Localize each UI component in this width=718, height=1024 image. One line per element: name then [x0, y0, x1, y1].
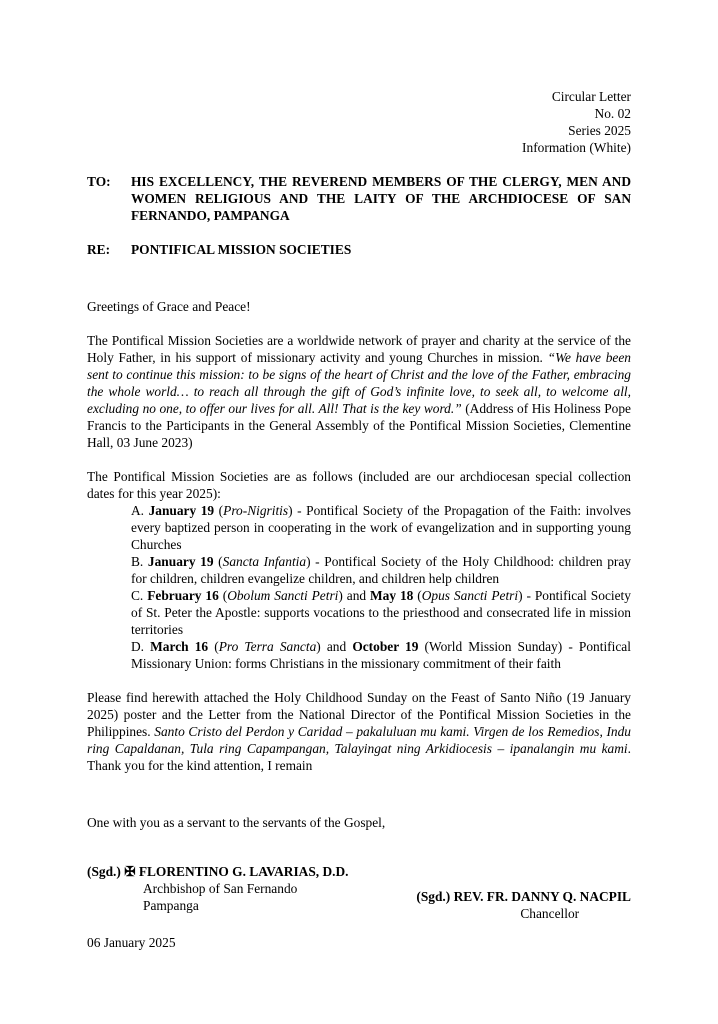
societies-intro: The Pontifical Mission Societies are as follows (included are our archdiocesan special collection dates for this year 2025): — [87, 469, 631, 501]
collection-date: March 16 — [150, 639, 209, 654]
latin-name: Pro Terra Sancta — [218, 639, 317, 654]
paren-close: ) — [306, 554, 311, 569]
greeting: Greetings of Grace and Peace! — [87, 299, 251, 314]
collection-date: May 18 — [370, 588, 414, 603]
connector: ) and — [316, 639, 353, 654]
societies-list — [131, 502, 631, 672]
prayer-text: Santo Cristo del Perdon y Caridad – pakaluluan mu kami. Virgen de los Remedios, Indu ring Capaldanan, Tula ring Capampangan, Talayingat ning Arkidiocesis – ipanalangin mu kami — [87, 724, 631, 756]
society-description: - Pontifical Society of the Propagation of the Faith: involves every baptized person in cooperating in the work of evangelization and in supporting young Churches — [131, 503, 631, 552]
paren-open: ( — [218, 554, 223, 569]
valediction: One with you as a servant to the servants of the Gospel, — [87, 815, 386, 830]
collection-date: October 19 — [352, 639, 419, 654]
pope-quote: “We have been sent to continue this mission: to be signs of the heart of Christ and the love of the Father, embracing the whole world… to reach all through the gift of God’s infinite love, to seek all, to welcome all, excluding no one, to offer our lives for all. All! That is the key word.” — [87, 350, 631, 416]
paren-close: ) — [288, 503, 293, 518]
to-label: TO: — [87, 174, 111, 189]
list-item: C. February 16 (Obolum Sancti Petri) and May 18 (Opus Sancti Petri) - Pontifical Society of St. Peter the Apostle: supports vocations to the priesthood and consecrated life in mission territories — [131, 588, 631, 637]
re-line — [87, 241, 631, 258]
list-item — [131, 502, 631, 553]
letter-header — [87, 88, 631, 156]
doc-number: No. 02 — [594, 106, 631, 121]
quote-source: (Address of His Holiness Pope Francis to the Participants in the General Assembly of the Pontifical Mission Societies, Clementine Hall, 03 June 2023) — [87, 401, 632, 450]
signatory-name-line — [87, 863, 631, 880]
society-description: ) - Pontifical Society of St. Peter the Apostle: supports vocations to the priesthood and consecrated life in mission territories — [131, 588, 631, 637]
attachment-text: Please find herewith attached the Holy Childhood Sunday on the Feast of Santo Niño (19 January 2025) poster and the Letter from the National Director of the Pontifical Mission Societies in the Philippines. — [87, 690, 631, 739]
para1-text: The Pontifical Mission Societies are a worldwide network of prayer and charity at the service of the Holy Father, in his support of missionary activity and young Churches in mission. — [87, 333, 631, 365]
collection-date: January 19 — [148, 503, 215, 518]
item-letter: C. — [131, 588, 144, 603]
to-line — [87, 173, 631, 224]
latin-name: Obolum Sancti Petri — [227, 588, 339, 603]
paren-note: (World Mission Sunday) — [418, 639, 563, 654]
chancellor-title: Chancellor — [520, 906, 580, 921]
chancellor-name: (Sgd.) REV. FR. DANNY Q. NACPIL — [416, 889, 631, 904]
doc-type: Circular Letter — [551, 89, 631, 104]
signatory-place: Pampanga — [143, 898, 199, 913]
collection-date: February 16 — [147, 588, 219, 603]
connector: ) and — [338, 588, 371, 603]
latin-name: Opus Sancti Petri — [421, 588, 519, 603]
closing-text: . Thank you for the kind attention, I remain — [87, 741, 631, 773]
doc-series: Series 2025 — [568, 123, 631, 138]
signatory-name: FLORENTINO G. LAVARIAS, D.D. — [138, 864, 349, 879]
paragraph-intro — [87, 332, 631, 451]
latin-name: Sancta Infantia — [222, 554, 307, 569]
latin-name: Pro-Nigritis — [223, 503, 289, 518]
sgd-label: (Sgd.) — [87, 864, 121, 879]
re-text: PONTIFICAL MISSION SOCIETIES — [131, 242, 352, 257]
society-description: - Pontifical Society of the Holy Childhood: children pray for children, children evangelize children, and children help children — [131, 554, 631, 586]
item-letter: D. — [131, 639, 145, 654]
paren-open: ( — [218, 503, 224, 518]
society-description: - Pontifical Missionary Union: forms Christians in the missionary commitment of their faith — [131, 639, 631, 671]
doc-classification: Information (White) — [522, 140, 631, 155]
list-item — [131, 553, 631, 587]
collection-date: January 19 — [147, 554, 214, 569]
letter-date: 06 January 2025 — [87, 935, 176, 950]
closing-paragraph — [87, 689, 631, 774]
list-item: D. March 16 (Pro Terra Sancta) and October 19 (World Mission Sunday) - Pontifical Missionary Union: forms Christians in the missionary commitment of their faith — [131, 639, 631, 671]
to-text: HIS EXCELLENCY, THE REVEREND MEMBERS OF THE CLERGY, MEN AND WOMEN RELIGIOUS AND THE LAITY OF THE ARCHDIOCESE OF SAN FERNANDO, PAMPANGA — [131, 174, 631, 223]
re-label: RE: — [87, 242, 111, 257]
signature-chancellor — [416, 888, 631, 922]
item-letter: A. — [131, 503, 145, 518]
cross-icon: ✠ — [124, 864, 136, 879]
signatory-title: Archbishop of San Fernando — [143, 881, 298, 896]
letter-page — [87, 88, 632, 950]
item-letter: B. — [131, 554, 144, 569]
